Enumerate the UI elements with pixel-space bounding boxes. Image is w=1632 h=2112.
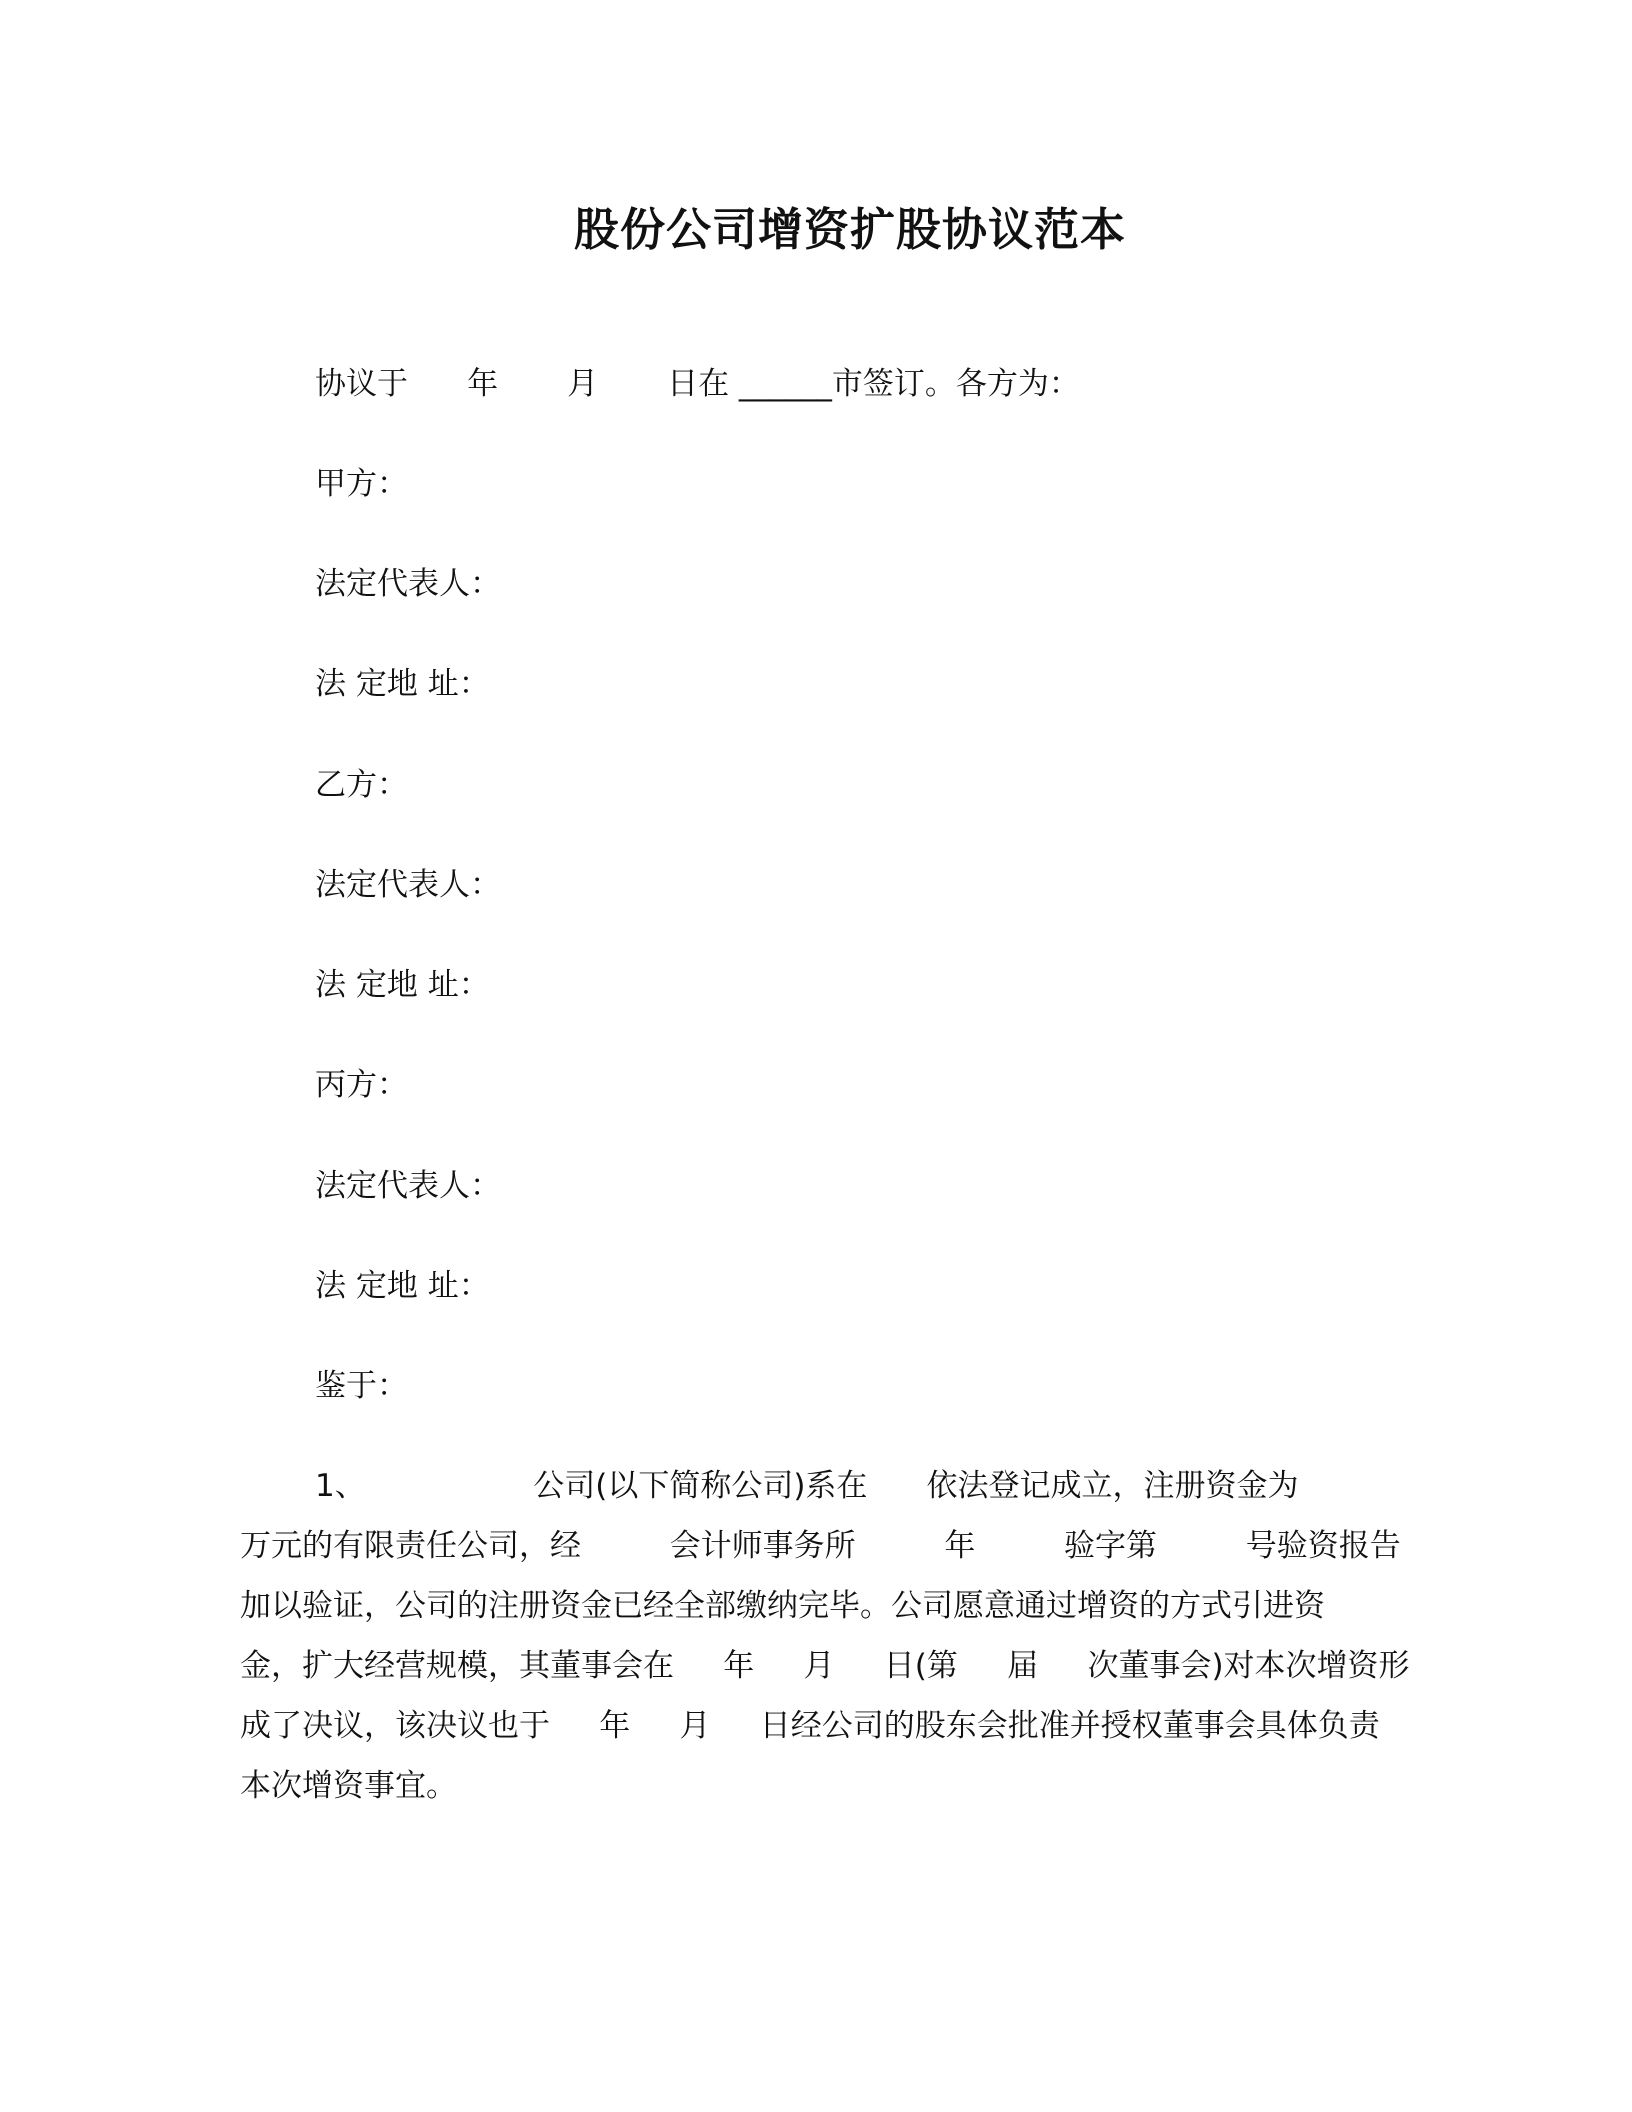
clause-1-line: 成了决议，该决议也于 年 月 日经公司的股东会批准并授权董事会具体负责 xyxy=(240,1708,1380,1744)
party-c-representative: 法定代表人： xyxy=(315,1168,501,1204)
clause-1-line: 万元的有限责任公司，经 会计师事务所 年 验字第 号验资报告 xyxy=(240,1528,1401,1564)
party-a-representative: 法定代表人： xyxy=(315,566,501,602)
party-a-label: 甲方： xyxy=(315,466,408,502)
clause-1-line: 1、 公司(以下简称公司)系在 依法登记成立，注册资金为 xyxy=(315,1468,1299,1504)
party-a-address: 法 定地 址： xyxy=(315,666,490,702)
party-c-address: 法 定地 址： xyxy=(315,1268,490,1304)
party-b-address: 法 定地 址： xyxy=(315,967,490,1003)
document-title: 股份公司增资扩股协议范本 xyxy=(573,203,1126,256)
clause-1-line: 本次增资事宜。 xyxy=(240,1768,457,1804)
clause-1-line: 加以验证，公司的注册资金已经全部缴纳完毕。公司愿意通过增资的方式引进资 xyxy=(240,1588,1325,1624)
clause-1-line: 金，扩大经营规模，其董事会在 年 月 日(第 届 次董事会)对本次增资形 xyxy=(240,1648,1410,1684)
whereas-heading: 鉴于： xyxy=(315,1368,408,1404)
party-b-representative: 法定代表人： xyxy=(315,867,501,903)
intro-line: 协议于 年 月 日在 ______市签订。各方为： xyxy=(315,366,1080,402)
party-c-label: 丙方： xyxy=(315,1067,408,1103)
party-b-label: 乙方： xyxy=(315,767,408,803)
